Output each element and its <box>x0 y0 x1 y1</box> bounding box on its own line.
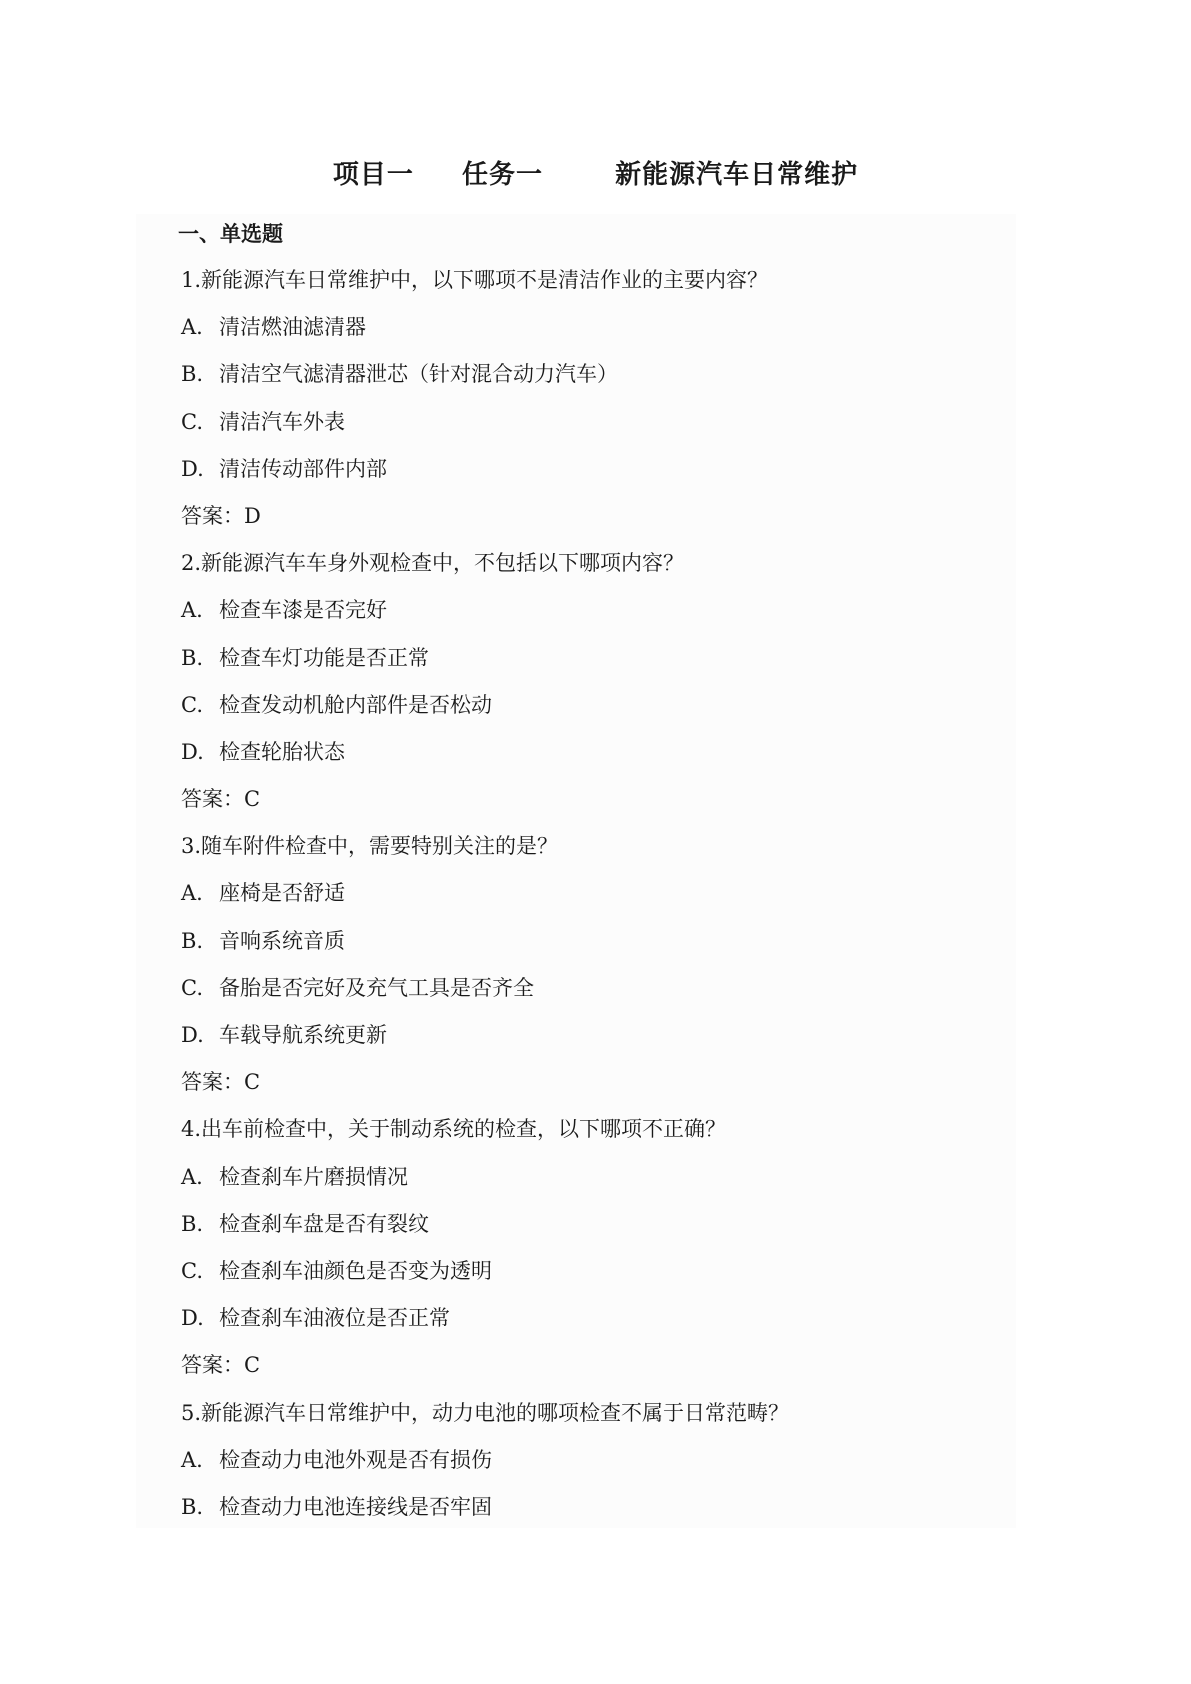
option-item <box>181 965 1011 1012</box>
option-text: 检查刹车油颜色是否变为透明 <box>219 1258 492 1283</box>
option-letter: D. <box>181 1023 204 1047</box>
option-item <box>181 1012 1011 1059</box>
option-item <box>181 304 1011 351</box>
option-letter: D. <box>181 1306 204 1331</box>
option-text: 检查刹车油液位是否正常 <box>219 1306 450 1331</box>
option-item <box>181 1484 1011 1531</box>
option-text: 检查动力电池外观是否有损伤 <box>219 1447 492 1472</box>
option-text: 清洁传动部件内部 <box>219 456 387 481</box>
option-item <box>181 918 1011 965</box>
question-stem: 3.随车附件检查中，需要特别关注的是？ <box>181 834 559 859</box>
option-text: 清洁空气滤清器泄芯（针对混合动力汽车） <box>219 362 618 387</box>
option-letter: C. <box>181 975 203 1000</box>
answer-line: 答案：C <box>181 1353 261 1378</box>
option-letter: D. <box>181 739 204 764</box>
answer-line: 答案：C <box>181 787 261 812</box>
option-text: 检查刹车片磨损情况 <box>219 1164 408 1189</box>
page-title: 项目一 任务一 新能源汽车日常维护 <box>332 160 859 190</box>
option-letter: A. <box>181 315 203 340</box>
option-letter: A. <box>181 881 203 906</box>
option-letter: B. <box>181 645 204 670</box>
option-letter: B. <box>181 928 204 953</box>
option-item <box>181 1201 1011 1248</box>
option-item <box>181 351 1011 398</box>
option-text: 检查刹车盘是否有裂纹 <box>219 1211 429 1236</box>
question-list <box>181 257 1011 1531</box>
option-item <box>181 1248 1011 1295</box>
option-letter: A. <box>181 598 203 623</box>
question-stem: 5.新能源汽车日常维护中，动力电池的哪项检查不属于日常范畴？ <box>181 1400 790 1425</box>
option-letter: C. <box>181 692 203 717</box>
option-text: 音响系统音质 <box>219 928 345 953</box>
option-item <box>181 1437 1011 1484</box>
option-letter: B. <box>181 1494 204 1519</box>
answer-line: 答案：C <box>181 1070 261 1095</box>
question-stem: 4.出车前检查中，关于制动系统的检查，以下哪项不正确？ <box>181 1117 727 1142</box>
option-text: 备胎是否完好及充气工具是否齐全 <box>219 975 534 1000</box>
option-text: 检查车漆是否完好 <box>219 598 387 623</box>
option-item <box>181 399 1011 446</box>
option-text: 清洁燃油滤清器 <box>219 315 366 340</box>
question-stem: 1.新能源汽车日常维护中，以下哪项不是清洁作业的主要内容？ <box>181 268 769 292</box>
option-item <box>181 587 1011 634</box>
option-letter: C. <box>181 1258 203 1283</box>
option-letter: B. <box>181 1211 204 1236</box>
question-stem: 2.新能源汽车车身外观检查中，不包括以下哪项内容？ <box>181 551 685 576</box>
option-item <box>181 682 1011 729</box>
option-item <box>181 1295 1011 1342</box>
option-letter: D. <box>181 456 204 481</box>
option-item <box>181 729 1011 776</box>
option-letter: A. <box>181 1447 203 1472</box>
option-item <box>181 1154 1011 1201</box>
option-text: 检查车灯功能是否正常 <box>219 645 429 670</box>
option-text: 车载导航系统更新 <box>219 1023 387 1047</box>
section-heading: 一、单选题 <box>178 222 283 246</box>
option-text: 检查轮胎状态 <box>219 739 345 764</box>
option-letter: A. <box>181 1164 203 1189</box>
option-letter: C. <box>181 409 203 434</box>
option-text: 检查动力电池连接线是否牢固 <box>219 1494 492 1519</box>
option-text: 清洁汽车外表 <box>219 409 345 434</box>
option-text: 座椅是否舒适 <box>219 881 345 906</box>
option-item <box>181 446 1011 493</box>
option-item <box>181 870 1011 917</box>
option-text: 检查发动机舱内部件是否松动 <box>219 692 492 717</box>
answer-line: 答案：D <box>181 503 261 528</box>
option-item <box>181 635 1011 682</box>
option-letter: B. <box>181 362 204 387</box>
